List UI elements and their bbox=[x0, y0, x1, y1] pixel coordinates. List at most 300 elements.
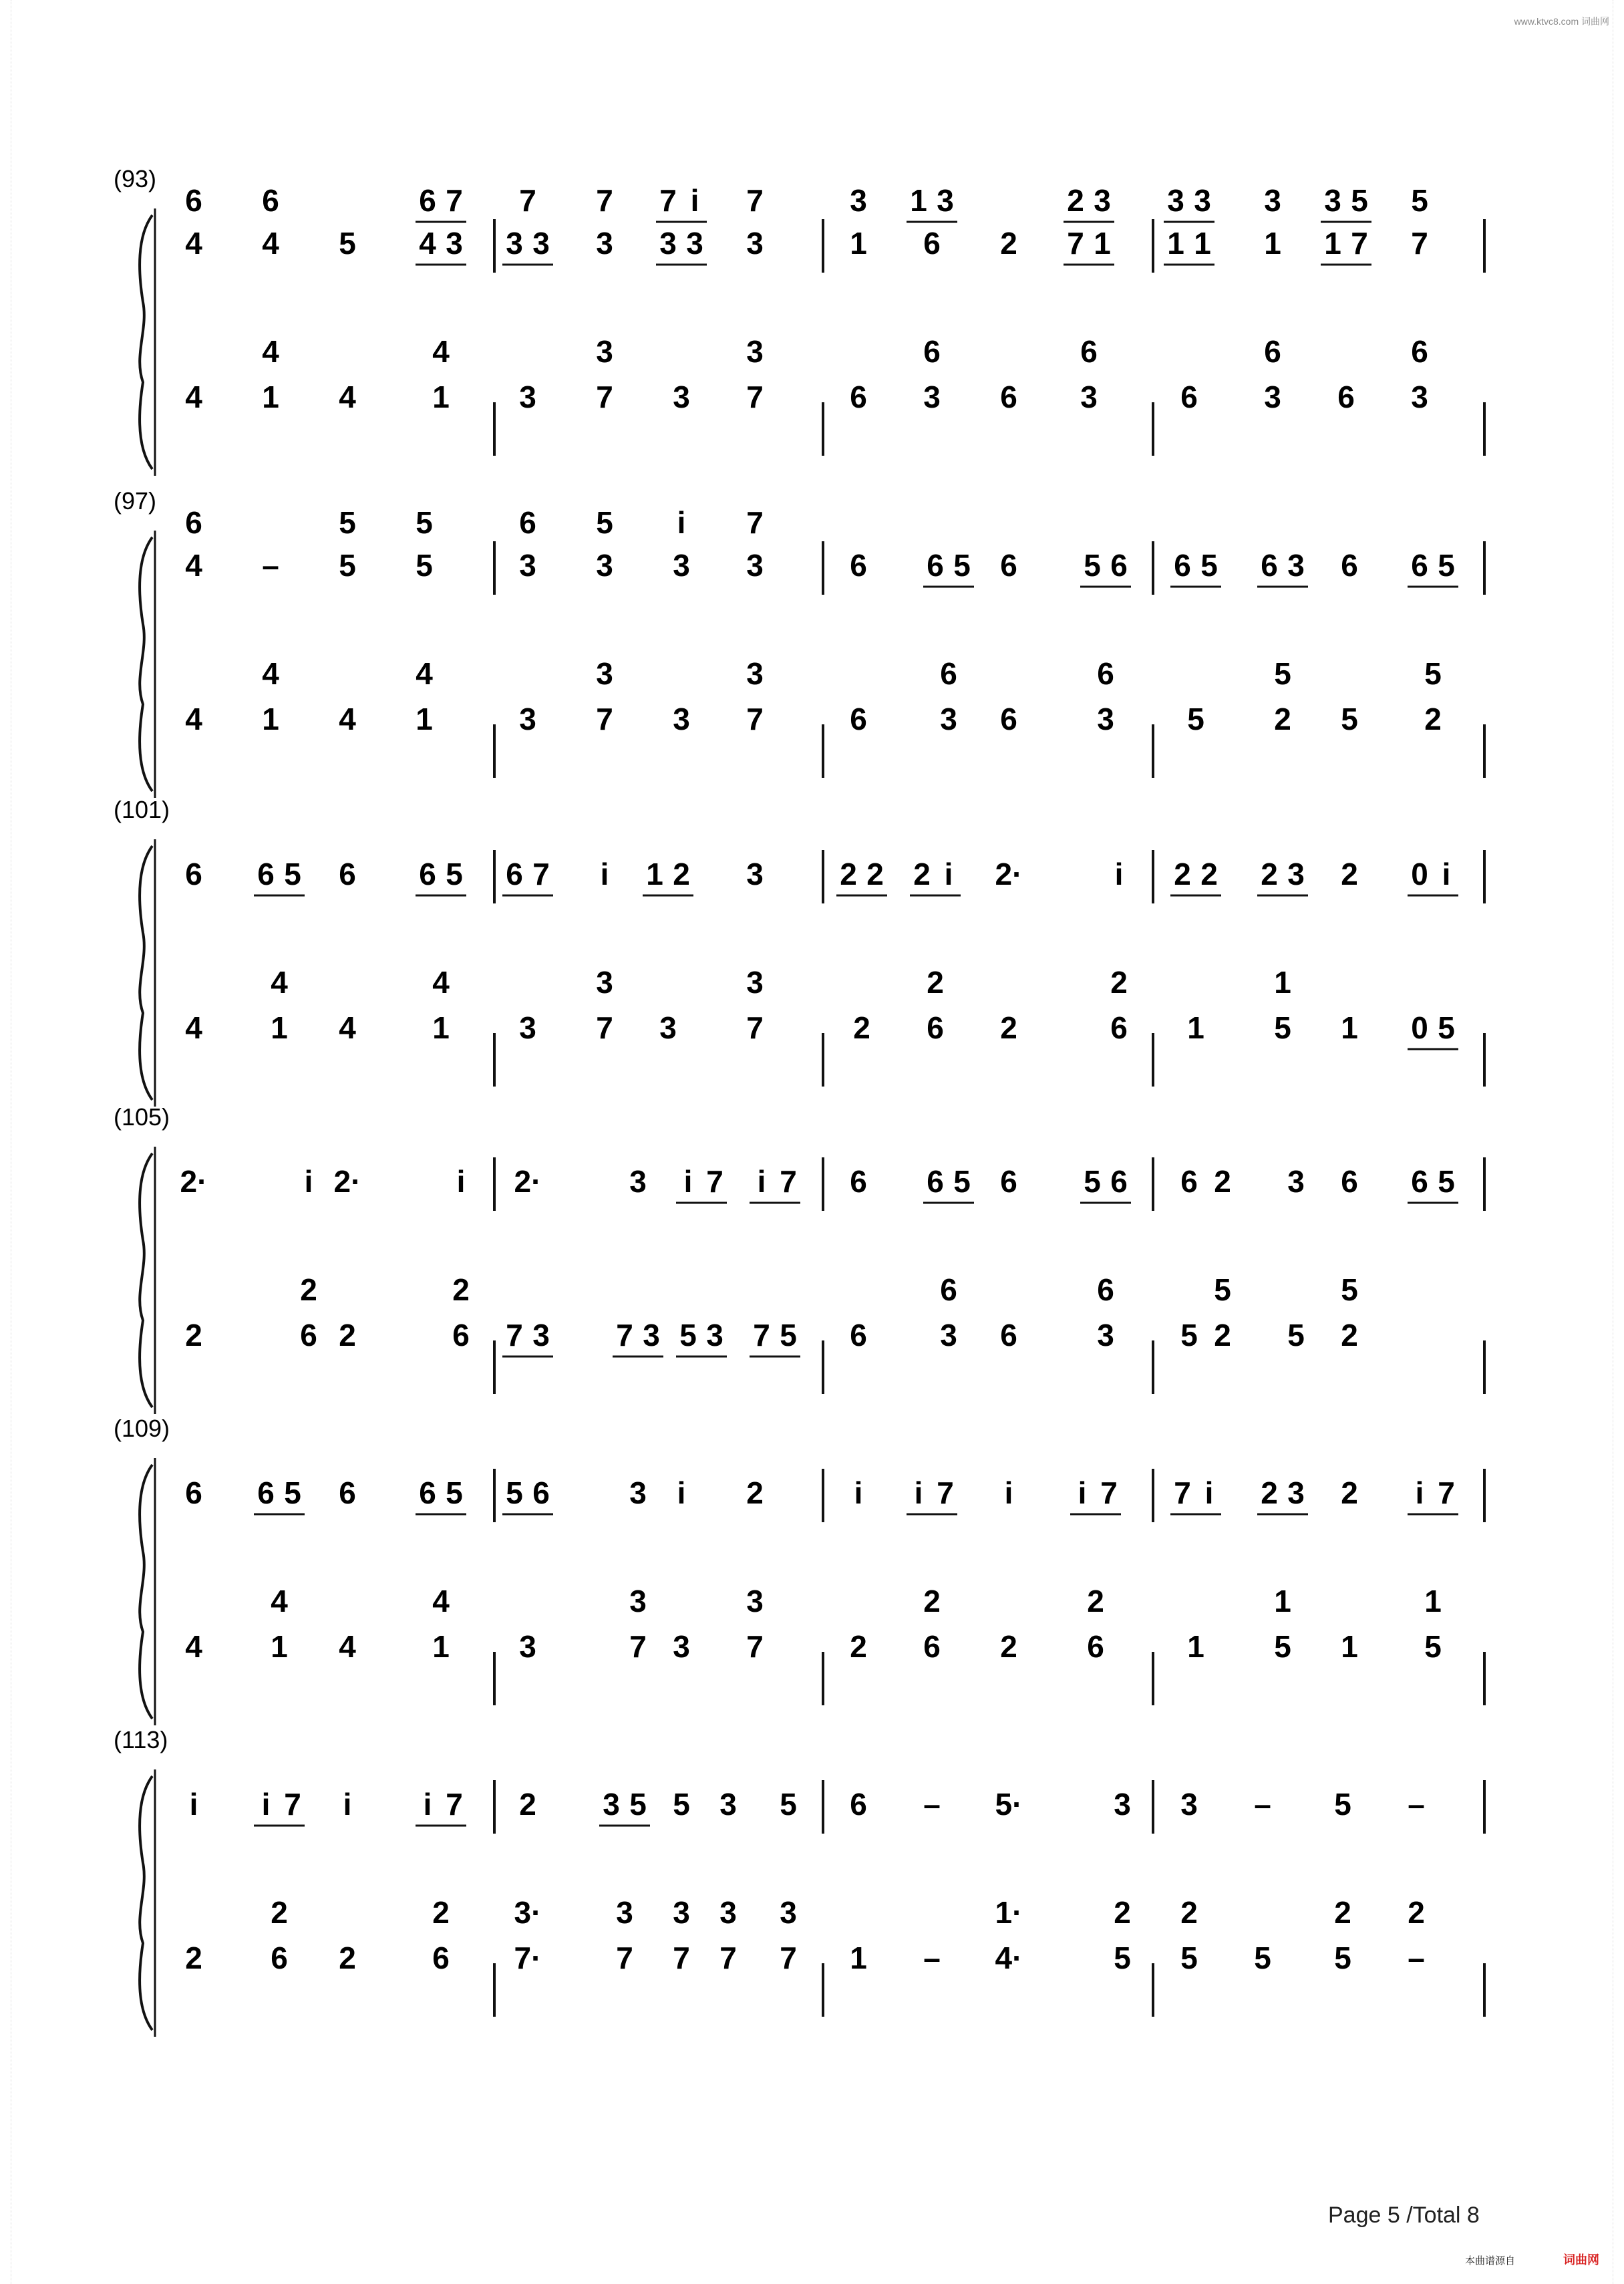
score-system bbox=[114, 165, 1484, 476]
note-rh_bot: 3 bbox=[446, 226, 463, 261]
note-rh: 2 bbox=[746, 1475, 764, 1510]
note-lh_top: 6 bbox=[1097, 1272, 1114, 1307]
note-lh_bot: 0 bbox=[1411, 1010, 1428, 1045]
note-lh_bot: 7 bbox=[596, 1010, 613, 1045]
note-rh: i bbox=[914, 1475, 923, 1510]
note-lh_top: 2 bbox=[1180, 1895, 1198, 1930]
note-rh: 6 bbox=[532, 1475, 550, 1510]
note-lh_top: 6 bbox=[1264, 334, 1281, 369]
note-rh: 3 bbox=[1287, 1475, 1305, 1510]
note-lh_bot: 5 bbox=[1254, 1941, 1271, 1975]
note-lh_bot: 7 bbox=[746, 1010, 764, 1045]
note-lh_bot: 1 bbox=[1341, 1010, 1358, 1045]
note-lh_top: 3 bbox=[719, 1895, 737, 1930]
note-lh_bot: 5 bbox=[1114, 1941, 1131, 1975]
note-lh_bot: 6 bbox=[927, 1010, 944, 1045]
note-lh_top: 3 bbox=[746, 334, 764, 369]
note-lh_bot: 7 bbox=[746, 380, 764, 414]
note-lh_bot: 3 bbox=[659, 1010, 677, 1045]
note-rh_top: 3 bbox=[1194, 183, 1211, 218]
note-rh: 2 bbox=[1174, 857, 1191, 891]
note-lh_top: 3 bbox=[780, 1895, 797, 1930]
note-rh_bot: 4 bbox=[185, 226, 202, 261]
note-rh: 6 bbox=[1110, 1164, 1128, 1199]
note-lh_bot: 5 bbox=[1274, 1010, 1291, 1045]
note-rh_bot: 6 bbox=[850, 548, 867, 583]
note-rh: 5 bbox=[446, 857, 463, 891]
note-rh_bot: 3 bbox=[519, 548, 536, 583]
note-lh_top: 1 bbox=[1274, 965, 1291, 1000]
note-lh_top: 4 bbox=[271, 965, 288, 1000]
note-lh_bot: 2 bbox=[339, 1318, 356, 1352]
note-lh_bot: 6 bbox=[300, 1318, 317, 1352]
note-lh_top: 6 bbox=[940, 656, 957, 691]
note-lh_bot: – bbox=[1408, 1941, 1425, 1975]
note-lh_bot: 5 bbox=[1180, 1941, 1198, 1975]
note-rh_top: 3 bbox=[1167, 183, 1184, 218]
staff-brace bbox=[140, 1153, 152, 1407]
note-rh: 2 bbox=[673, 857, 690, 891]
note-rh_top: 3 bbox=[937, 183, 954, 218]
note-lh_top: 4 bbox=[271, 1584, 288, 1618]
note-lh_bot: 3 bbox=[519, 702, 536, 736]
note-lh_top: 6 bbox=[923, 334, 941, 369]
staff-brace bbox=[140, 215, 152, 469]
score-system bbox=[114, 796, 1484, 1107]
note-rh_bot: 5 bbox=[416, 548, 433, 583]
note-rh: 3 bbox=[746, 857, 764, 891]
note-rh: 6 bbox=[419, 857, 436, 891]
note-rh: 2 bbox=[1214, 1164, 1231, 1199]
staff-brace bbox=[140, 1465, 152, 1719]
note-lh_top: 2 bbox=[1087, 1584, 1104, 1618]
note-lh_bot: 3 bbox=[1080, 380, 1098, 414]
note-rh_top: i bbox=[690, 183, 699, 218]
note-lh_top: 1 bbox=[1424, 1584, 1442, 1618]
note-rh_bot: 5 bbox=[953, 548, 971, 583]
score-system bbox=[114, 1726, 1484, 2037]
note-lh_top: 4 bbox=[432, 965, 450, 1000]
note-rh: i bbox=[600, 857, 609, 891]
note-rh: 3 bbox=[1180, 1787, 1198, 1822]
note-lh_top: 5 bbox=[1274, 656, 1291, 691]
score-system bbox=[114, 1103, 1484, 1414]
note-rh_top: 7 bbox=[446, 183, 463, 218]
note-lh_bot: 1 bbox=[432, 380, 450, 414]
note-lh_bot: 2 bbox=[339, 1941, 356, 1975]
note-lh_bot: 4 bbox=[185, 380, 202, 414]
note-rh_bot: 3 bbox=[596, 226, 613, 261]
note-rh_top: 7 bbox=[746, 505, 764, 540]
note-rh: 7 bbox=[284, 1787, 301, 1822]
note-rh: 3 bbox=[629, 1164, 647, 1199]
note-lh_top: 4 bbox=[262, 334, 279, 369]
note-lh_bot: 2 bbox=[853, 1010, 870, 1045]
note-rh: 6 bbox=[506, 857, 523, 891]
note-lh_top: 1 bbox=[1274, 1584, 1291, 1618]
note-rh: 3 bbox=[1114, 1787, 1131, 1822]
note-lh_top: 6 bbox=[1097, 656, 1114, 691]
note-lh_bot: 5 bbox=[679, 1318, 697, 1352]
note-rh: 2 bbox=[1341, 1475, 1358, 1510]
note-lh_bot: 5 bbox=[1287, 1318, 1305, 1352]
note-rh_bot: 6 bbox=[1261, 548, 1278, 583]
note-lh_bot: 6 bbox=[850, 1318, 867, 1352]
page-number: Page 5 /Total 8 bbox=[1328, 2202, 1480, 2228]
note-rh: 2· bbox=[514, 1164, 542, 1199]
note-lh_top: 3 bbox=[596, 334, 613, 369]
note-lh_top: 2 bbox=[1110, 965, 1128, 1000]
note-lh_bot: 7 bbox=[746, 702, 764, 736]
note-rh_bot: 1 bbox=[1094, 226, 1111, 261]
note-lh_top: 3 bbox=[596, 656, 613, 691]
note-rh_bot: 1 bbox=[1194, 226, 1211, 261]
note-lh_bot: 7 bbox=[596, 380, 613, 414]
note-lh_bot: 3 bbox=[940, 702, 957, 736]
note-lh_bot: 3 bbox=[1097, 1318, 1114, 1352]
note-lh_top: 4 bbox=[432, 334, 450, 369]
note-rh: 6 bbox=[257, 857, 275, 891]
note-rh: 6 bbox=[339, 1475, 356, 1510]
measure-number: (93) bbox=[114, 165, 157, 192]
note-lh_top: 3 bbox=[746, 1584, 764, 1618]
measure-number: (97) bbox=[114, 487, 157, 515]
note-lh_bot: 1 bbox=[271, 1629, 288, 1664]
note-lh_bot: 6 bbox=[850, 702, 867, 736]
note-rh: – bbox=[923, 1787, 941, 1822]
note-rh: 3 bbox=[1287, 1164, 1305, 1199]
note-rh_bot: 1 bbox=[1324, 226, 1341, 261]
staff-brace bbox=[140, 537, 152, 791]
note-rh: i bbox=[757, 1164, 766, 1199]
note-rh: i bbox=[1114, 857, 1124, 891]
note-rh: 6 bbox=[1341, 1164, 1358, 1199]
note-rh: 2· bbox=[180, 1164, 208, 1199]
note-lh_bot: 4· bbox=[995, 1941, 1023, 1975]
note-rh_bot: 7 bbox=[1351, 226, 1368, 261]
note-lh_top: 4 bbox=[262, 656, 279, 691]
note-lh_top: 5 bbox=[1341, 1272, 1358, 1307]
note-rh: 7 bbox=[706, 1164, 723, 1199]
note-lh_bot: 3 bbox=[673, 1629, 690, 1664]
note-lh_bot: 6 bbox=[1087, 1629, 1104, 1664]
note-rh_bot: 3 bbox=[659, 226, 677, 261]
note-lh_bot: 2 bbox=[1274, 702, 1291, 736]
note-lh_bot: 7 bbox=[629, 1629, 647, 1664]
note-rh_top: 6 bbox=[419, 183, 436, 218]
note-lh_bot: 7 bbox=[506, 1318, 523, 1352]
note-rh: 3 bbox=[603, 1787, 620, 1822]
note-rh_bot: 3 bbox=[596, 548, 613, 583]
note-lh_bot: 5 bbox=[1341, 702, 1358, 736]
note-lh_bot: 7· bbox=[514, 1941, 542, 1975]
note-lh_bot: 7 bbox=[673, 1941, 690, 1975]
note-rh: 5 bbox=[506, 1475, 523, 1510]
note-rh_bot: 1 bbox=[1264, 226, 1281, 261]
note-rh_top: 6 bbox=[185, 183, 202, 218]
note-lh_top: 3 bbox=[746, 656, 764, 691]
note-lh_bot: 6 bbox=[271, 1941, 288, 1975]
note-lh_bot: 2 bbox=[1341, 1318, 1358, 1352]
note-rh: 2 bbox=[1200, 857, 1218, 891]
source-note: 本曲谱源自 bbox=[1465, 2255, 1516, 2267]
note-lh_bot: 6 bbox=[1337, 380, 1355, 414]
score-system bbox=[114, 487, 1484, 798]
note-rh: 7 bbox=[780, 1164, 797, 1199]
note-rh: 5 bbox=[1084, 1164, 1101, 1199]
staff-brace bbox=[140, 1776, 152, 2030]
note-lh_bot: 6 bbox=[1180, 380, 1198, 414]
note-rh: 3 bbox=[629, 1475, 647, 1510]
note-lh_bot: 6 bbox=[1000, 1318, 1017, 1352]
note-rh_bot: 4 bbox=[419, 226, 436, 261]
note-lh_bot: 1 bbox=[1187, 1629, 1204, 1664]
note-rh: 5 bbox=[629, 1787, 647, 1822]
note-rh: i bbox=[944, 857, 953, 891]
note-lh_bot: 6 bbox=[1000, 702, 1017, 736]
note-rh: 2 bbox=[840, 857, 857, 891]
note-rh: 6 bbox=[419, 1475, 436, 1510]
note-rh: 5· bbox=[995, 1787, 1023, 1822]
note-rh: i bbox=[189, 1787, 198, 1822]
note-rh: 6 bbox=[185, 857, 202, 891]
note-rh: 2 bbox=[866, 857, 884, 891]
note-lh_bot: 7 bbox=[753, 1318, 770, 1352]
note-rh: 6 bbox=[185, 1475, 202, 1510]
note-lh_bot: 3 bbox=[706, 1318, 723, 1352]
note-rh_top: 2 bbox=[1067, 183, 1084, 218]
note-rh_bot: 2 bbox=[1000, 226, 1017, 261]
note-rh: 7 bbox=[446, 1787, 463, 1822]
note-lh_bot: 5 bbox=[1274, 1629, 1291, 1664]
note-rh_bot: 1 bbox=[1167, 226, 1184, 261]
note-rh: – bbox=[1408, 1787, 1425, 1822]
note-lh_bot: 2 bbox=[185, 1941, 202, 1975]
site-logo: 词曲网 bbox=[1563, 2253, 1599, 2267]
note-rh: i bbox=[304, 1164, 313, 1199]
note-rh: 5 bbox=[953, 1164, 971, 1199]
note-lh_top: 2 bbox=[271, 1895, 288, 1930]
note-lh_bot: 7 bbox=[719, 1941, 737, 1975]
note-lh_bot: 7 bbox=[780, 1941, 797, 1975]
note-lh_bot: 6 bbox=[1000, 380, 1017, 414]
note-rh_bot: 3 bbox=[746, 548, 764, 583]
note-rh_bot: 3 bbox=[686, 226, 703, 261]
note-lh_bot: 2 bbox=[850, 1629, 867, 1664]
note-rh: 5 bbox=[446, 1475, 463, 1510]
note-rh_bot: 6 bbox=[1341, 548, 1358, 583]
note-lh_bot: 1 bbox=[262, 702, 279, 736]
note-rh: 5 bbox=[1438, 1164, 1455, 1199]
note-rh: i bbox=[1442, 857, 1451, 891]
note-rh: i bbox=[677, 1475, 686, 1510]
note-lh_top: 5 bbox=[1214, 1272, 1231, 1307]
note-rh_top: 6 bbox=[519, 505, 536, 540]
note-lh_top: 2 bbox=[923, 1584, 941, 1618]
note-rh: 5 bbox=[284, 1475, 301, 1510]
note-rh_bot: 3 bbox=[746, 226, 764, 261]
note-rh_top: 5 bbox=[1411, 183, 1428, 218]
note-lh_bot: 2 bbox=[1000, 1010, 1017, 1045]
note-rh_bot: 3 bbox=[1287, 548, 1305, 583]
note-lh_bot: 6 bbox=[1110, 1010, 1128, 1045]
note-lh_bot: 4 bbox=[339, 702, 356, 736]
note-lh_bot: 3 bbox=[1097, 702, 1114, 736]
note-rh: 7 bbox=[1174, 1475, 1191, 1510]
note-rh: – bbox=[1254, 1787, 1271, 1822]
note-rh: i bbox=[1415, 1475, 1424, 1510]
note-rh_bot: 6 bbox=[1174, 548, 1191, 583]
note-lh_top: 4 bbox=[432, 1584, 450, 1618]
note-rh_bot: 5 bbox=[1200, 548, 1218, 583]
note-rh: i bbox=[261, 1787, 271, 1822]
note-lh_bot: 1 bbox=[432, 1629, 450, 1664]
note-rh: 7 bbox=[937, 1475, 954, 1510]
note-lh_top: 6 bbox=[940, 1272, 957, 1307]
note-lh_top: 2 bbox=[452, 1272, 470, 1307]
note-rh: i bbox=[854, 1475, 863, 1510]
note-rh: i bbox=[1078, 1475, 1087, 1510]
note-rh_top: 3 bbox=[1094, 183, 1111, 218]
note-lh_bot: 5 bbox=[1334, 1941, 1351, 1975]
score-system bbox=[114, 1415, 1484, 1725]
note-rh_top: 5 bbox=[416, 505, 433, 540]
note-rh_top: 7 bbox=[519, 183, 536, 218]
note-rh: 5 bbox=[673, 1787, 690, 1822]
note-lh_bot: 6 bbox=[452, 1318, 470, 1352]
note-rh: 2 bbox=[1261, 1475, 1278, 1510]
note-lh_top: 3 bbox=[629, 1584, 647, 1618]
note-lh_bot: 3 bbox=[643, 1318, 660, 1352]
note-rh: 2 bbox=[1341, 857, 1358, 891]
note-lh_bot: 6 bbox=[850, 380, 867, 414]
note-lh_bot: 4 bbox=[185, 702, 202, 736]
note-lh_bot: 6 bbox=[432, 1941, 450, 1975]
note-rh: 2· bbox=[995, 857, 1023, 891]
note-rh: i bbox=[683, 1164, 693, 1199]
note-rh_top: i bbox=[677, 505, 686, 540]
note-lh_bot: 1 bbox=[262, 380, 279, 414]
note-lh_top: 5 bbox=[1424, 656, 1442, 691]
note-lh_bot: 2 bbox=[1214, 1318, 1231, 1352]
note-lh_bot: 3 bbox=[532, 1318, 550, 1352]
note-lh_bot: 3 bbox=[519, 1010, 536, 1045]
note-lh_top: 2 bbox=[432, 1895, 450, 1930]
note-rh_bot: 6 bbox=[923, 226, 941, 261]
note-rh: 5 bbox=[1334, 1787, 1351, 1822]
note-rh: 6 bbox=[1180, 1164, 1198, 1199]
note-rh_top: 5 bbox=[339, 505, 356, 540]
note-lh_bot: 4 bbox=[339, 1010, 356, 1045]
note-rh: 2 bbox=[1261, 857, 1278, 891]
note-rh: 3 bbox=[1287, 857, 1305, 891]
note-rh_bot: 5 bbox=[1438, 548, 1455, 583]
note-rh_bot: 4 bbox=[185, 548, 202, 583]
note-rh: 2 bbox=[519, 1787, 536, 1822]
note-rh_top: 1 bbox=[910, 183, 927, 218]
measure-number: (101) bbox=[114, 796, 170, 823]
note-lh_bot: 7 bbox=[616, 1941, 633, 1975]
note-rh_bot: 6 bbox=[1110, 548, 1128, 583]
note-lh_bot: 2 bbox=[185, 1318, 202, 1352]
note-lh_bot: 5 bbox=[1180, 1318, 1198, 1352]
note-lh_bot: 4 bbox=[339, 1629, 356, 1664]
staff-brace bbox=[140, 846, 152, 1100]
note-lh_bot: 3 bbox=[1264, 380, 1281, 414]
note-lh_top: 6 bbox=[1411, 334, 1428, 369]
note-rh_top: 7 bbox=[746, 183, 764, 218]
note-rh: i bbox=[343, 1787, 352, 1822]
note-lh_bot: 3 bbox=[673, 702, 690, 736]
note-rh: i bbox=[1204, 1475, 1214, 1510]
note-rh_bot: 7 bbox=[1411, 226, 1428, 261]
note-rh: i bbox=[1004, 1475, 1013, 1510]
note-rh_top: 3 bbox=[1264, 183, 1281, 218]
note-lh_bot: 5 bbox=[780, 1318, 797, 1352]
note-rh_top: 7 bbox=[596, 183, 613, 218]
note-rh: 6 bbox=[257, 1475, 275, 1510]
note-rh_bot: 6 bbox=[927, 548, 944, 583]
note-lh_top: 2 bbox=[1114, 1895, 1131, 1930]
note-lh_bot: 3 bbox=[923, 380, 941, 414]
note-lh_bot: 2 bbox=[1424, 702, 1442, 736]
note-lh_bot: 1 bbox=[1187, 1010, 1204, 1045]
note-rh: 0 bbox=[1411, 857, 1428, 891]
note-rh: 6 bbox=[850, 1164, 867, 1199]
note-lh_bot: – bbox=[923, 1941, 941, 1975]
note-rh: i bbox=[423, 1787, 432, 1822]
note-rh: 2· bbox=[333, 1164, 361, 1199]
measure-number: (113) bbox=[114, 1726, 168, 1753]
note-rh_bot: – bbox=[262, 548, 279, 583]
note-rh: 7 bbox=[1100, 1475, 1118, 1510]
note-lh_top: 3 bbox=[616, 1895, 633, 1930]
note-lh_top: 1· bbox=[995, 1895, 1023, 1930]
note-rh_top: 3 bbox=[850, 183, 867, 218]
note-rh_top: 5 bbox=[1351, 183, 1368, 218]
note-rh: 7 bbox=[1438, 1475, 1455, 1510]
note-lh_bot: 4 bbox=[339, 380, 356, 414]
note-rh: 2 bbox=[913, 857, 931, 891]
site-header: www.ktvc8.com 词曲网 bbox=[1514, 16, 1609, 27]
note-rh_bot: 3 bbox=[673, 548, 690, 583]
note-lh_top: 3 bbox=[673, 1895, 690, 1930]
note-lh_bot: 1 bbox=[850, 1941, 867, 1975]
note-rh_bot: 5 bbox=[339, 548, 356, 583]
note-lh_bot: 1 bbox=[271, 1010, 288, 1045]
note-rh_bot: 4 bbox=[262, 226, 279, 261]
note-rh: 7 bbox=[532, 857, 550, 891]
note-rh_bot: 1 bbox=[850, 226, 867, 261]
note-rh: i bbox=[456, 1164, 466, 1199]
note-lh_top: 3 bbox=[746, 965, 764, 1000]
note-rh_bot: 3 bbox=[506, 226, 523, 261]
note-rh: 3 bbox=[719, 1787, 737, 1822]
note-lh_bot: 2 bbox=[1000, 1629, 1017, 1664]
note-lh_top: 6 bbox=[1080, 334, 1098, 369]
note-lh_bot: 5 bbox=[1187, 702, 1204, 736]
note-rh_bot: 5 bbox=[339, 226, 356, 261]
note-lh_bot: 1 bbox=[1341, 1629, 1358, 1664]
note-lh_top: 2 bbox=[300, 1272, 317, 1307]
note-rh_bot: 7 bbox=[1067, 226, 1084, 261]
note-lh_bot: 7 bbox=[596, 702, 613, 736]
note-rh: 6 bbox=[1000, 1164, 1017, 1199]
note-rh_bot: 6 bbox=[1000, 548, 1017, 583]
note-rh_top: 3 bbox=[1324, 183, 1341, 218]
note-rh_top: 6 bbox=[185, 505, 202, 540]
note-lh_top: 3 bbox=[596, 965, 613, 1000]
